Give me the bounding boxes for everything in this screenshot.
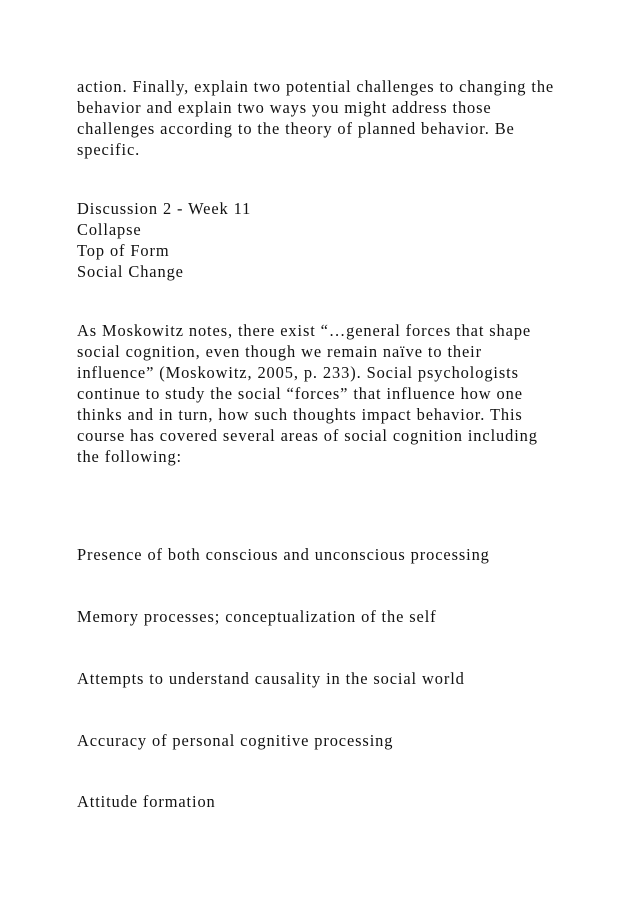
section-title: Social Change	[77, 262, 184, 281]
top-of-form-label: Top of Form	[77, 241, 170, 260]
discussion-title: Discussion 2 - Week 11	[77, 199, 252, 218]
body-line: influence” (Moskowitz, 2005, p. 233). Social psychologists	[77, 363, 519, 382]
list-item: Presence of both conscious and unconscious processing	[77, 545, 490, 564]
body-line: social cognition, even though we remain naïve to their	[77, 342, 482, 361]
intro-line: specific.	[77, 140, 141, 159]
list-item: Accuracy of personal cognitive processing	[77, 731, 394, 750]
intro-line: behavior and explain two ways you might address those	[77, 98, 492, 117]
body-line: continue to study the social “forces” that influence how one	[77, 384, 523, 403]
body-line: course has covered several areas of social cognition including	[77, 426, 538, 445]
list-item: Attempts to understand causality in the social world	[77, 669, 465, 688]
intro-line: challenges according to the theory of planned behavior. Be	[77, 119, 515, 138]
body-line: thinks and in turn, how such thoughts impact behavior. This	[77, 405, 523, 424]
body-line: the following:	[77, 447, 183, 466]
intro-line: action. Finally, explain two potential challenges to changing the	[77, 77, 555, 96]
list-item: Memory processes; conceptualization of the self	[77, 607, 437, 626]
collapse-label: Collapse	[77, 220, 142, 239]
body-line: As Moskowitz notes, there exist “…general forces that shape	[77, 321, 532, 340]
list-item: Attitude formation	[77, 792, 216, 811]
